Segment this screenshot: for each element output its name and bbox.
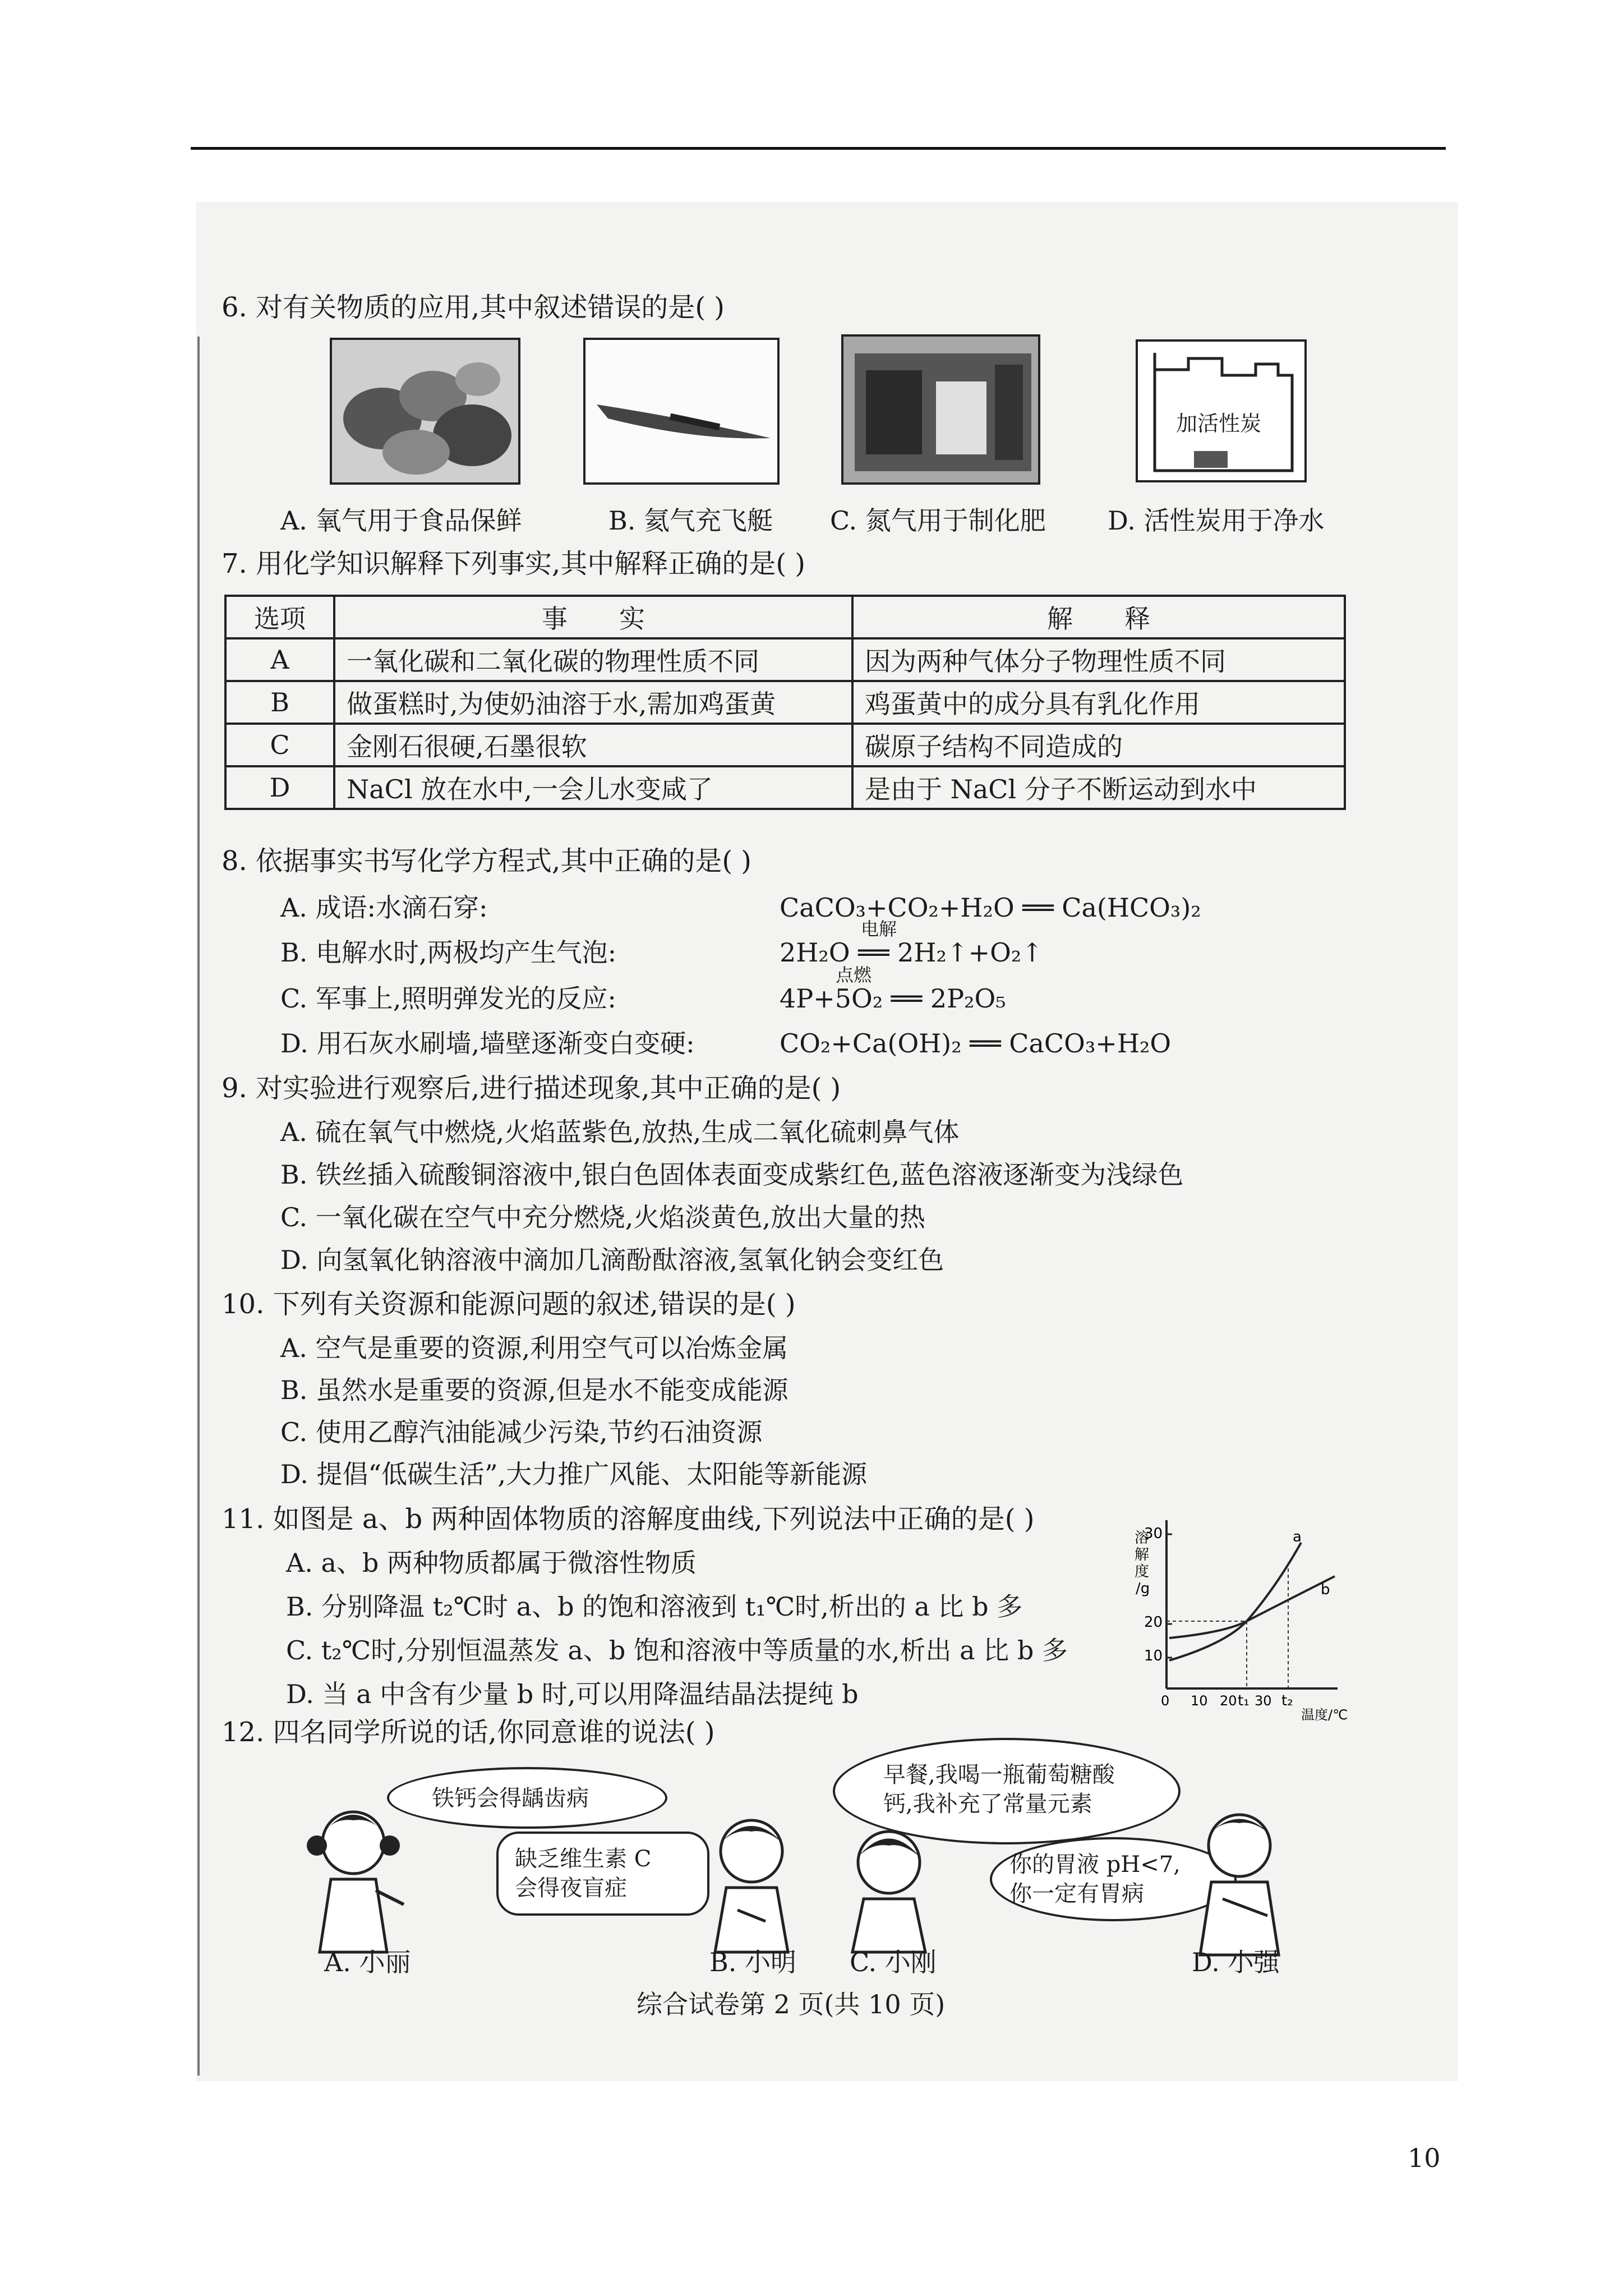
- table-cell: 是由于 NaCl 分子不断运动到水中: [852, 766, 1345, 809]
- y-tick-label: 10: [1144, 1648, 1163, 1664]
- table-cell: A: [225, 638, 334, 681]
- table-cell: 做蛋糕时,为使奶油溶于水,需加鸡蛋黄: [334, 681, 852, 724]
- q6-option-b: B. 氦气充飞艇: [608, 505, 773, 536]
- q8-option-c: C. 军事上,照明弹发光的反应:: [280, 983, 616, 1014]
- x-tick-label: t₁: [1238, 1692, 1249, 1709]
- table-header-cell: 选项: [225, 596, 334, 638]
- table-cell: NaCl 放在水中,一会儿水变咸了: [334, 766, 852, 809]
- curve-b: [1169, 1576, 1335, 1638]
- q6-option-c: C. 氮气用于制化肥: [830, 505, 1046, 536]
- factory-icon: [843, 337, 1040, 485]
- table-cell: D: [225, 766, 334, 809]
- bubble-c-text: 早餐,我喝一瓶葡萄糖酸 钙,我补充了常量元素: [883, 1762, 1115, 1817]
- q7-stem: 7. 用化学知识解释下列事实,其中解释正确的是( ): [222, 548, 806, 579]
- series-b-label: b: [1321, 1581, 1330, 1598]
- y-tick-label: 30: [1144, 1525, 1163, 1542]
- q9-stem: 9. 对实验进行观察后,进行描述现象,其中正确的是( ): [222, 1073, 841, 1104]
- q6-image-c-factory: [841, 334, 1040, 485]
- x-axis-label: 温度/℃: [1301, 1707, 1348, 1722]
- q10-option-c: C. 使用乙醇汽油能减少污染,节约石油资源: [280, 1417, 763, 1447]
- q10-option-a: A. 空气是重要的资源,利用空气可以冶炼金属: [280, 1333, 789, 1363]
- bubble-b-text: 缺乏维生素 C 会得夜盲症: [515, 1846, 652, 1901]
- curve-a: [1169, 1543, 1301, 1660]
- q10-option-d: D. 提倡“低碳生活”,大力推广风能、太阳能等新能源: [280, 1459, 868, 1489]
- q11-option-d: D. 当 a 中含有少量 b 时,可以用降温结晶法提纯 b: [286, 1679, 859, 1709]
- name-d: D. 小强: [1192, 1947, 1280, 1977]
- y-axis-label-line2: 解: [1135, 1547, 1150, 1563]
- boy-xiaoming-icon: [704, 1809, 799, 1955]
- exam-footer: 综合试卷第 2 页(共 10 页): [637, 1989, 946, 2019]
- solubility-chart: [1113, 1509, 1360, 1722]
- q8-equation-c: 4P+5O₂ ══ 2P₂O₅: [780, 983, 1006, 1014]
- q10-option-b: B. 虽然水是重要的资源,但是水不能变成能源: [280, 1375, 789, 1405]
- q8-option-d: D. 用石灰水刷墙,墙壁逐渐变白变硬:: [280, 1028, 695, 1059]
- q7-table: [224, 595, 1346, 810]
- table-cell: B: [225, 681, 334, 724]
- table-row: [225, 724, 1345, 766]
- q11-option-a: A. a、b 两种物质都属于微溶性物质: [286, 1548, 697, 1578]
- table-cell: C: [225, 724, 334, 766]
- q8-option-b: B. 电解水时,两极均产生气泡:: [280, 937, 617, 968]
- q6-stem: 6. 对有关物质的应用,其中叙述错误的是( ): [222, 292, 725, 323]
- series-a-label: a: [1293, 1529, 1302, 1545]
- q11-option-b: B. 分别降温 t₂℃时 a、b 的饱和溶液到 t₁℃时,析出的 a 比 b 多: [286, 1591, 1023, 1622]
- q8-equation-b: 2H₂O ══ 2H₂↑+O₂↑: [780, 937, 1043, 968]
- q6-image-d-filter: [1136, 339, 1307, 482]
- q6-image-a-food: [330, 338, 520, 485]
- q8-condition-c: 点燃: [836, 964, 872, 986]
- x-tick-label: 10: [1191, 1693, 1208, 1709]
- table-cell: 因为两种气体分子物理性质不同: [852, 638, 1345, 681]
- bubble-d-text: 你的胃液 pH<7, 你一定有胃病: [1009, 1852, 1181, 1907]
- table-row: [225, 766, 1345, 809]
- x-tick-label: 0: [1161, 1693, 1170, 1709]
- q9-option-b: B. 铁丝插入硫酸铜溶液中,银白色固体表面变成紫红色,蓝色溶液逐渐变为浅绿色: [280, 1159, 1184, 1190]
- header-rule: [191, 147, 1446, 150]
- name-b: B. 小明: [709, 1947, 797, 1977]
- y-axis-label-line1: 溶: [1135, 1530, 1150, 1547]
- q6-image-b-airship: [583, 338, 780, 485]
- q12-stem: 12. 四名同学所说的话,你同意谁的说法( ): [222, 1717, 715, 1748]
- bubble-a-text: 铁钙会得龋齿病: [432, 1786, 589, 1811]
- q8-stem: 8. 依据事实书写化学方程式,其中正确的是( ): [222, 845, 752, 877]
- name-c: C. 小刚: [850, 1947, 937, 1977]
- q9-option-a: A. 硫在氧气中燃烧,火焰蓝紫色,放热,生成二氧化硫刺鼻气体: [280, 1117, 960, 1147]
- table-cell: 金刚石很硬,石墨很软: [334, 724, 852, 766]
- table-cell: 碳原子结构不同造成的: [852, 724, 1345, 766]
- airship-icon: [585, 340, 780, 485]
- name-a: A. 小丽: [324, 1947, 411, 1977]
- y-axis-label-line3: 度: [1135, 1563, 1150, 1580]
- table-cell: 鸡蛋黄中的成分具有乳化作用: [852, 681, 1345, 724]
- boy-xiaoqiang-icon: [1189, 1803, 1290, 1961]
- q6-option-a: A. 氧气用于食品保鲜: [280, 505, 522, 536]
- girl-xiaoli-icon: [306, 1801, 407, 1958]
- table-header-cell: 事 实: [334, 596, 852, 638]
- table-row: [225, 638, 1345, 681]
- table-header-row: [225, 596, 1345, 638]
- table-row: [225, 681, 1345, 724]
- q9-option-c: C. 一氧化碳在空气中充分燃烧,火焰淡黄色,放出大量的热: [280, 1202, 926, 1232]
- q8-equation-a: CaCO₃+CO₂+H₂O ══ Ca(HCO₃)₂: [780, 892, 1201, 923]
- x-tick-label: 20: [1220, 1693, 1237, 1709]
- scan-edge-line: [197, 337, 200, 2076]
- q6-option-d: D. 活性炭用于净水: [1108, 505, 1325, 536]
- page-number: 10: [1408, 2143, 1441, 2173]
- food-pile-icon: [332, 340, 520, 485]
- x-tick-label: 30: [1255, 1693, 1272, 1709]
- y-tick-label: 20: [1144, 1614, 1163, 1631]
- filter-label: 加活性炭: [1176, 411, 1262, 436]
- x-tick-label: t₂: [1281, 1692, 1293, 1709]
- q11-option-c: C. t₂℃时,分别恒温蒸发 a、b 饱和溶液中等质量的水,析出 a 比 b 多: [286, 1635, 1068, 1665]
- boy-xiaogang-icon: [844, 1820, 934, 1955]
- q9-option-d: D. 向氢氧化钠溶液中滴加几滴酚酞溶液,氢氧化钠会变红色: [280, 1245, 944, 1275]
- y-axis-label-line4: /g: [1136, 1580, 1150, 1597]
- table-cell: 一氧化碳和二氧化碳的物理性质不同: [334, 638, 852, 681]
- q8-option-a: A. 成语:水滴石穿:: [280, 892, 488, 923]
- q8-condition-b: 电解: [861, 918, 897, 940]
- q11-stem: 11. 如图是 a、b 两种固体物质的溶解度曲线,下列说法中正确的是( ): [222, 1503, 1035, 1535]
- q8-equation-d: CO₂+Ca(OH)₂ ══ CaCO₃+H₂O: [780, 1028, 1172, 1059]
- table-header-cell: 解 释: [852, 596, 1345, 638]
- q10-stem: 10. 下列有关资源和能源问题的叙述,错误的是( ): [222, 1289, 796, 1320]
